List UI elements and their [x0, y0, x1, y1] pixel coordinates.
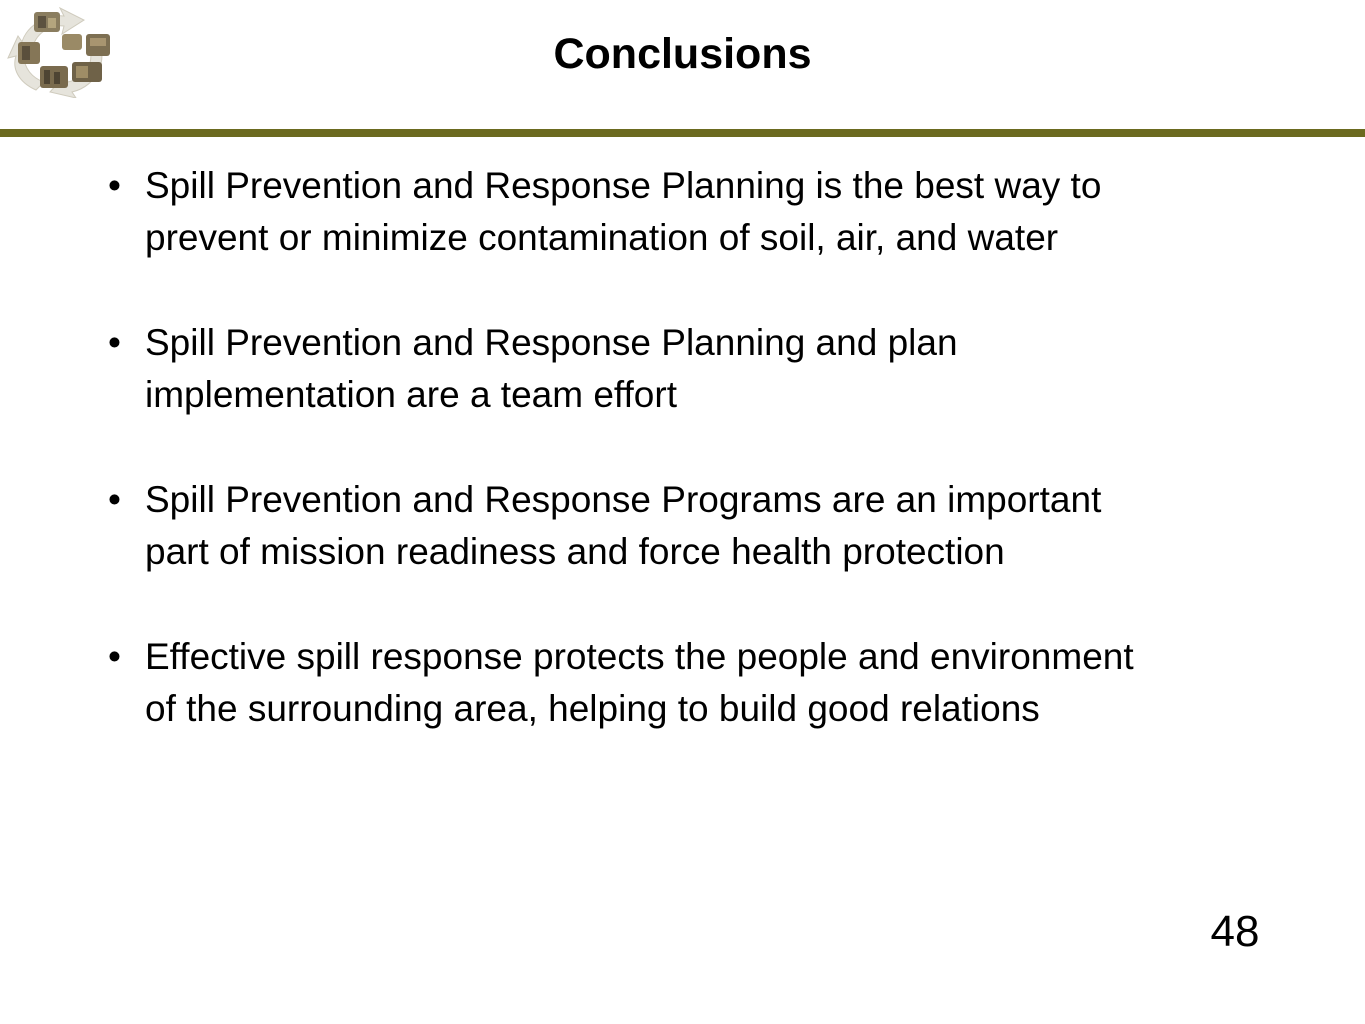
bullet-text: Effective spill response protects the people and environment of the surrounding area, helping to build good relations	[145, 636, 1134, 729]
bullet-text: Spill Prevention and Response Planning and plan implementation are a team effort	[145, 322, 958, 415]
page-number: 48	[1210, 907, 1260, 956]
bullet-text: Spill Prevention and Response Programs are an important part of mission readiness and force health protection	[145, 479, 1102, 572]
bullet-text: Spill Prevention and Response Planning is the best way to prevent or minimize contamination of soil, air, and water	[145, 165, 1102, 258]
bullet-glyph: •	[108, 479, 121, 520]
slide-title: Conclusions	[553, 30, 812, 78]
conclusions-list	[108, 160, 1168, 788]
bullet-glyph: •	[108, 165, 121, 206]
list-item	[108, 160, 1168, 263]
bullet-glyph: •	[108, 322, 121, 363]
bullet-glyph: •	[108, 636, 121, 677]
list-item	[108, 474, 1168, 577]
title-divider	[0, 129, 1365, 137]
list-item	[108, 317, 1168, 420]
list-item	[108, 631, 1168, 734]
